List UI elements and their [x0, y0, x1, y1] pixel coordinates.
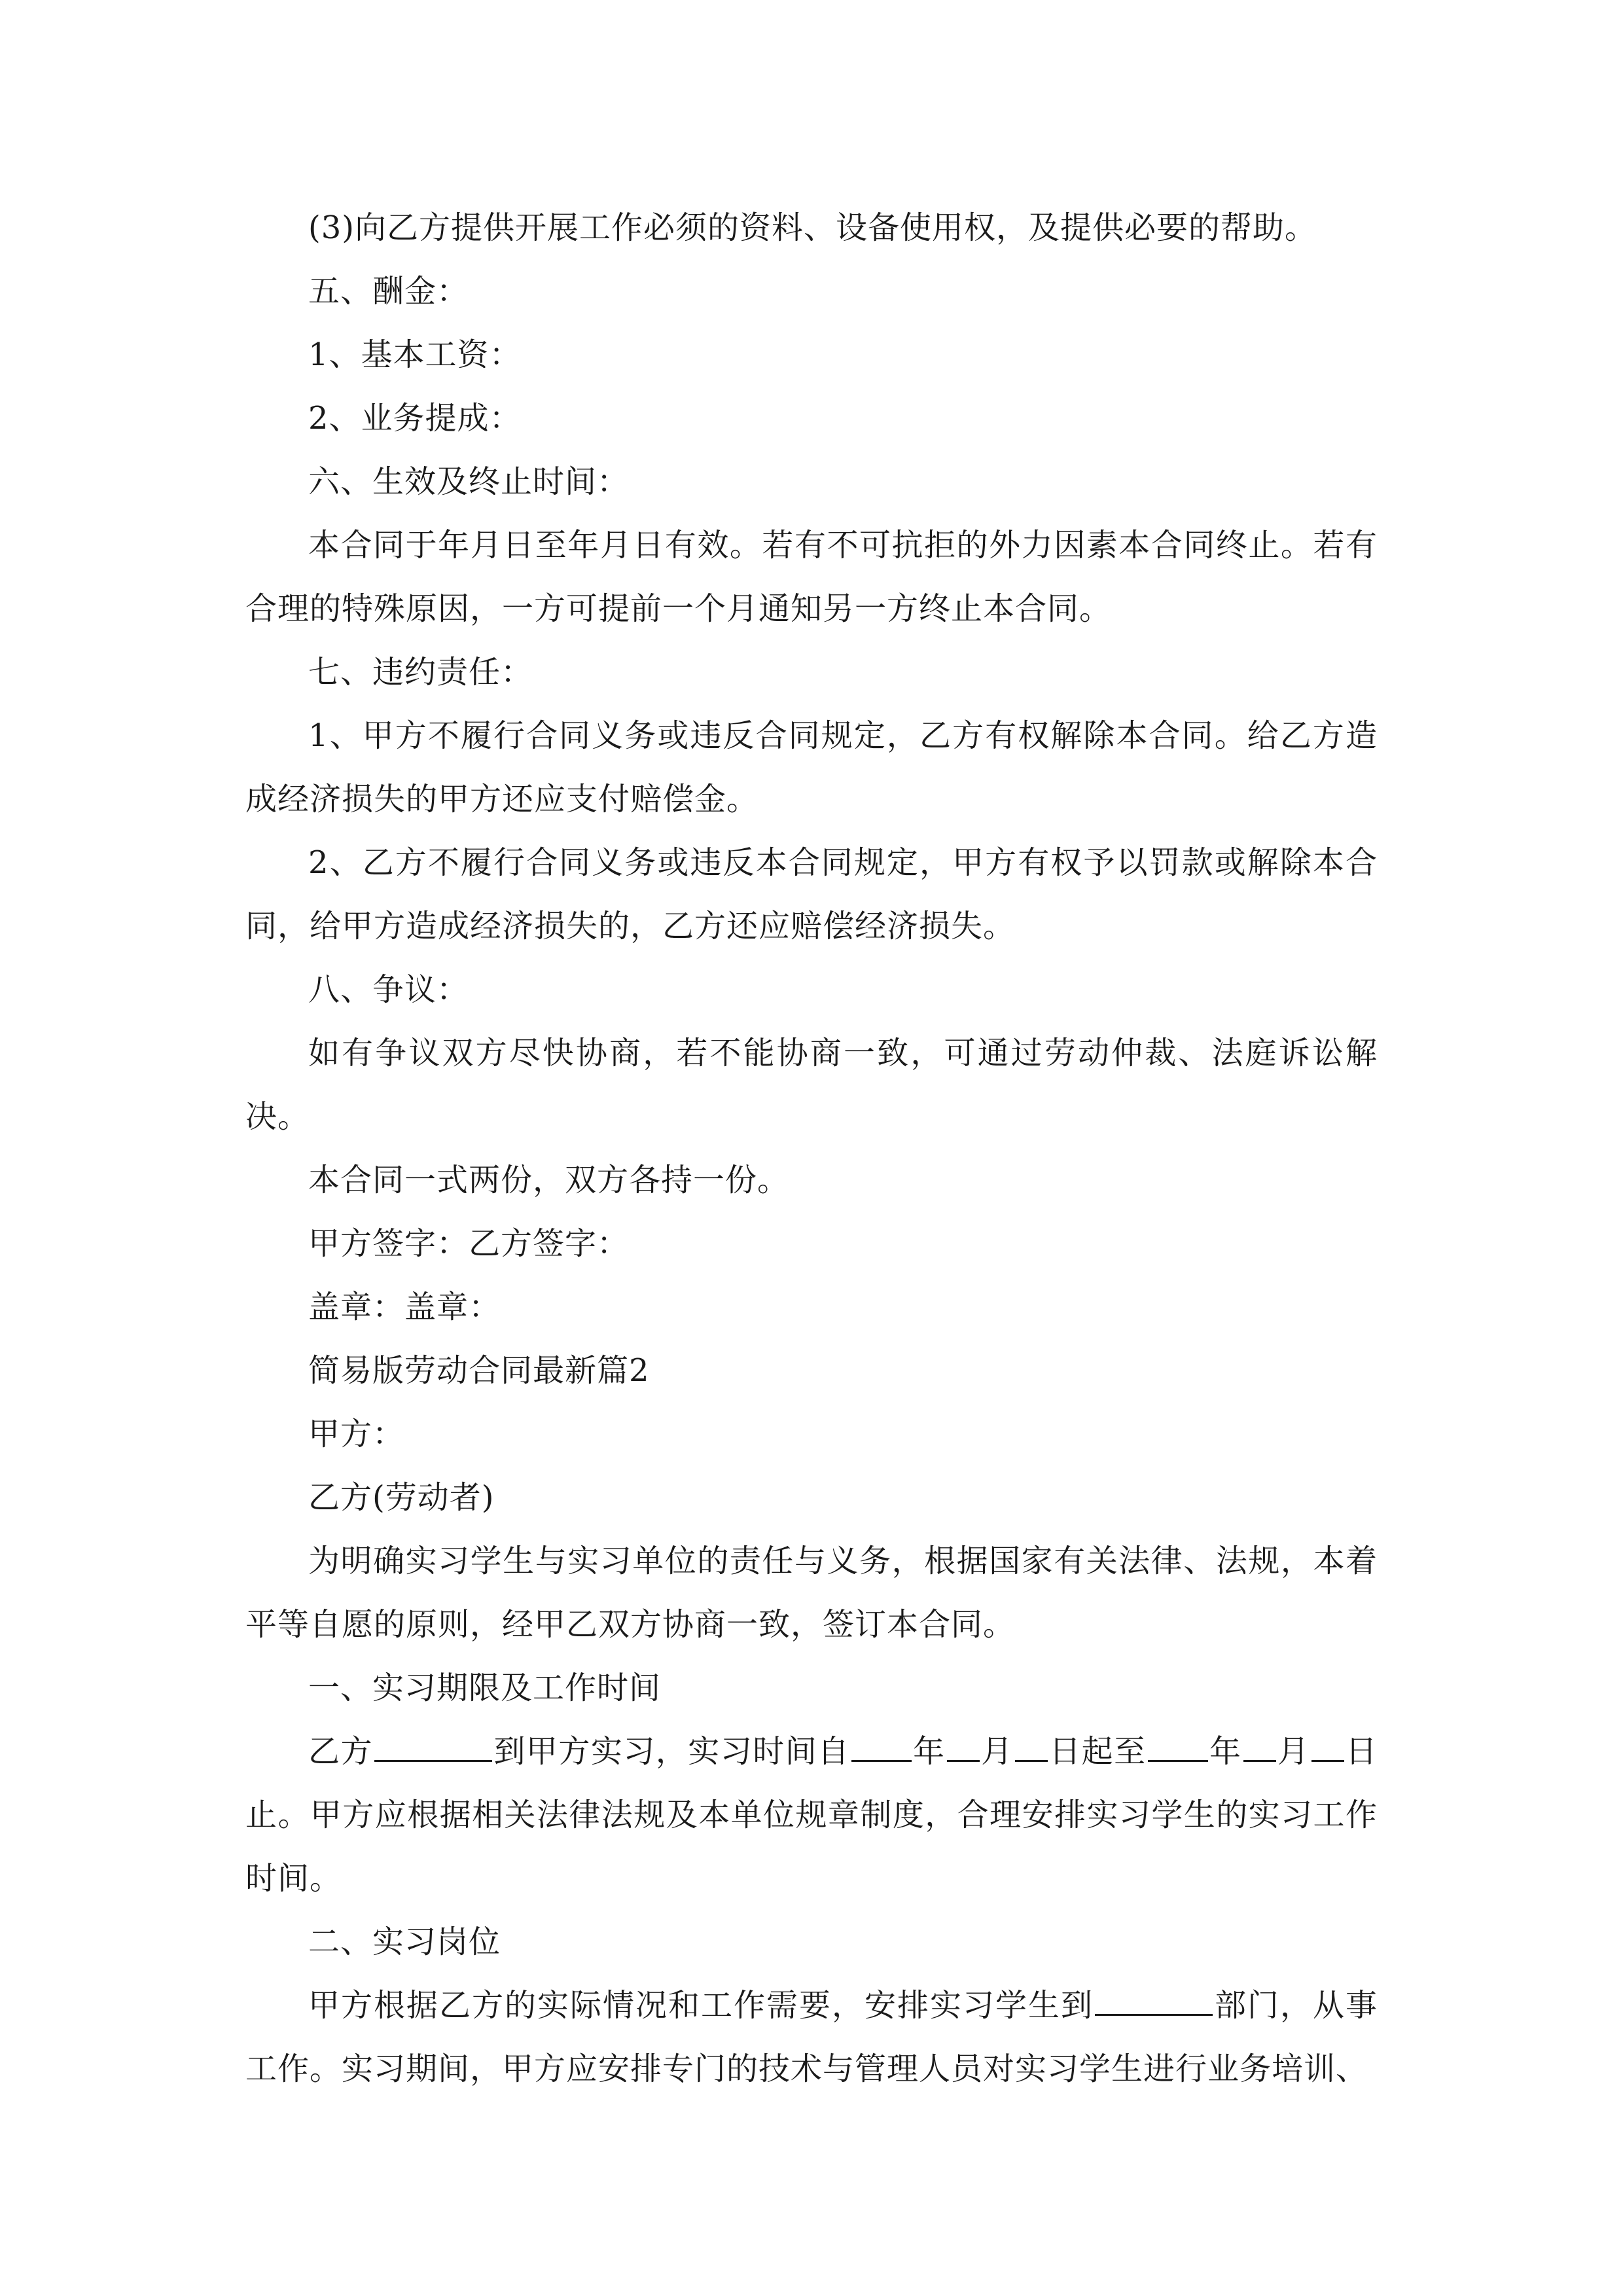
fill-in-blank[interactable]	[1148, 1727, 1208, 1762]
text-run: 乙方	[308, 1733, 373, 1770]
paragraph: 如有争议双方尽快协商，若不能协商一致，可通过劳动仲裁、法庭诉讼解决。	[245, 1035, 1378, 1135]
text-run: 到甲方实习，实习时间自	[493, 1733, 850, 1770]
section-heading: 七、违约责任：	[308, 654, 533, 691]
fill-in-blank[interactable]	[851, 1727, 912, 1762]
party-a-line: 甲方：	[308, 1416, 405, 1452]
paragraph: (3)向乙方提供开展工作必须的资料、设备使用权，及提供必要的帮助。	[308, 209, 1317, 246]
paragraph: 1、基本工资：	[308, 336, 522, 373]
text-run: 年	[912, 1733, 946, 1770]
fill-in-blank[interactable]	[1311, 1727, 1344, 1762]
text-run: 部门，从事工作。实习期间，甲方应安排专门的技术与管理人员对实习学生进行业务培训、	[245, 1987, 1378, 2087]
text-run: 月	[1277, 1733, 1310, 1770]
text-run: 日起至	[1048, 1733, 1147, 1770]
party-b-line: 乙方(劳动者)	[308, 1479, 495, 1516]
fill-in-blank[interactable]	[374, 1727, 492, 1762]
internship-period-paragraph	[245, 1720, 1378, 1910]
paragraph: 本合同于年月日至年月日有效。若有不可抗拒的外力因素本合同终止。若有合理的特殊原因，一方可提前一个月通知另一方终止本合同。	[245, 527, 1378, 627]
paragraph: 2、业务提成：	[308, 400, 522, 437]
paragraph: 2、乙方不履行合同义务或违反本合同规定，甲方有权予以罚款或解除本合同，给甲方造成经济损失的，乙方还应赔偿经济损失。	[245, 844, 1378, 944]
paragraph: 1、甲方不履行合同义务或违反合同规定，乙方有权解除本合同。给乙方造成经济损失的甲方还应支付赔偿金。	[245, 717, 1378, 817]
text-run: 月	[980, 1733, 1014, 1770]
fill-in-blank[interactable]	[1095, 1981, 1213, 2016]
text-run: 日止。甲方应根据相关法律法规及本单位规章制度，合理安排实习学生的实习工作时间。	[245, 1733, 1378, 1897]
section-heading: 八、争议：	[308, 971, 469, 1008]
text-run: 年	[1209, 1733, 1242, 1770]
fill-in-blank[interactable]	[1243, 1727, 1276, 1762]
signature-line: 甲方签字：乙方签字：	[308, 1225, 630, 1262]
document-subtitle: 简易版劳动合同最新篇2	[308, 1352, 650, 1389]
seal-line: 盖章：盖章：	[308, 1289, 501, 1325]
fill-in-blank[interactable]	[947, 1727, 980, 1762]
section-heading: 一、实习期限及工作时间	[308, 1670, 662, 1706]
paragraph: 本合同一式两份，双方各持一份。	[308, 1162, 790, 1198]
position-paragraph	[245, 1974, 1378, 2101]
fill-in-blank[interactable]	[1015, 1727, 1048, 1762]
section-heading: 六、生效及终止时间：	[308, 463, 630, 500]
section-heading: 二、实习岗位	[308, 1924, 501, 1960]
section-heading: 五、酬金：	[308, 273, 469, 310]
paragraph: 为明确实习学生与实习单位的责任与义务，根据国家有关法律、法规，本着平等自愿的原则，经甲乙双方协商一致，签订本合同。	[245, 1543, 1378, 1643]
text-run: 甲方根据乙方的实际情况和工作需要，安排实习学生到	[308, 1987, 1094, 2024]
document-body	[245, 196, 1378, 2101]
